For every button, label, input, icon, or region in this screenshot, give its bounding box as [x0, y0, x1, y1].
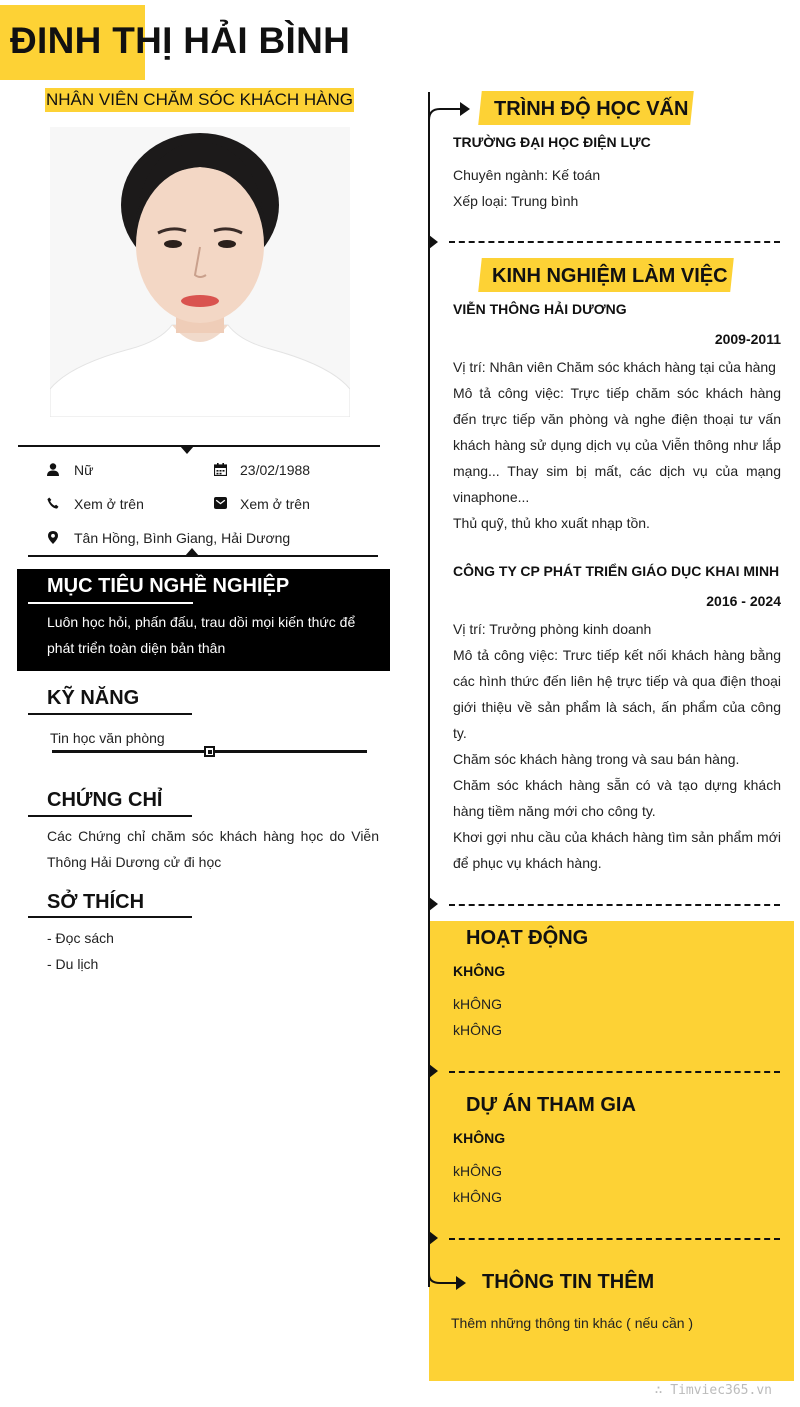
skills-underline — [28, 713, 192, 715]
section-divider — [449, 1238, 780, 1240]
job-line: Mô tả công việc: Trưc tiếp kết nối khách hàng bằng các hình thức đến liên hệ trực tiếp và qua điện thoại giới thiệu về sản phẩm là sách, ấn phẩm của công ty. — [453, 647, 781, 741]
objective-title: MỤC TIÊU NGHỀ NGHIỆP — [47, 575, 290, 597]
hobby-item: - Du lịch — [47, 956, 99, 972]
timeline-marker — [429, 1231, 438, 1245]
user-icon — [46, 462, 60, 476]
projects-line: kHÔNG — [453, 1163, 502, 1179]
job-line: Vị trí: Trưởng phòng kinh doanh — [453, 621, 652, 637]
candidate-name: ĐINH THỊ HẢI BÌNH — [10, 20, 351, 61]
profile-photo — [50, 127, 350, 417]
timeline-curve-arrow — [428, 98, 472, 122]
job-line: Khơi gợi nhu cầu của khách hàng tìm sản phẩm mới để phục vụ khách hàng. — [453, 829, 781, 871]
job-description — [453, 616, 781, 876]
calendar-icon — [213, 462, 227, 476]
section-divider — [449, 1071, 780, 1073]
timeline-marker — [429, 1064, 438, 1078]
hobby-item: - Đọc sách — [47, 930, 114, 946]
skills-title: KỸ NĂNG — [47, 687, 140, 709]
activities-subtitle: KHÔNG — [453, 963, 506, 979]
certificates-title: CHỨNG CHỈ — [47, 789, 163, 811]
section-divider — [449, 904, 780, 906]
section-divider — [449, 241, 780, 243]
education-school: TRƯỜNG ĐẠI HỌC ĐIỆN LỰC — [453, 134, 651, 150]
job-company: VIỄN THÔNG HẢI DƯƠNG — [453, 301, 627, 317]
objective-underline — [28, 602, 193, 604]
additional-text: Thêm những thông tin khác ( nếu cần ) — [451, 1315, 694, 1331]
projects-subtitle: KHÔNG — [453, 1130, 506, 1146]
education-line: Xếp loại: Trung bình — [453, 193, 579, 209]
experience-title: KINH NGHIỆM LÀM VIỆC — [492, 265, 728, 287]
projects-title: DỰ ÁN THAM GIA — [466, 1094, 636, 1116]
activities-line: kHÔNG — [453, 996, 502, 1012]
certificates-text: Các Chứng chỉ chăm sóc khách hàng học do Viễn Thông Hải Dương cử đi học — [47, 828, 379, 870]
address-value: Tân Hồng, Bình Giang, Hải Dương — [74, 530, 291, 546]
job-line: Mô tả công việc: Trực tiếp chăm sóc khách hàng đến trực tiếp văn phòng và nghe điện thoại tư vấn khách hàng sử dụng dịch vụ của Viễn thông như lắp mạng... Thay sim bị mất, các dịch vụ của mạng vinaphone... — [453, 385, 781, 505]
location-pin-icon — [46, 530, 60, 544]
timeline-marker — [429, 897, 438, 911]
info-top-arrow — [180, 446, 194, 454]
education-title: TRÌNH ĐỘ HỌC VẤN — [494, 98, 689, 120]
phone-value[interactable]: Xem ở trên — [74, 496, 144, 512]
email-value[interactable]: Xem ở trên — [240, 496, 310, 512]
timeline-end-arrow — [428, 1266, 468, 1292]
timeline-line — [428, 92, 430, 1287]
job-line: Vị trí: Nhân viên Chăm sóc khách hàng tại của hàng — [453, 359, 776, 375]
info-top-divider — [18, 445, 380, 447]
job-period: 2009-2011 — [714, 331, 781, 347]
gender-value: Nữ — [74, 462, 94, 478]
job-company: CÔNG TY CP PHÁT TRIỂN GIÁO DỤC KHAI MINH — [453, 563, 780, 579]
projects-line: kHÔNG — [453, 1189, 502, 1205]
job-line: Thủ quỹ, thủ kho xuất nhạp tồn. — [453, 515, 650, 531]
skill-level-marker — [204, 746, 215, 757]
job-period: 2016 - 2024 — [706, 593, 781, 609]
job-line: Chăm sóc khách hàng sẵn có và tạo dựng khách hàng tiềm năng mới cho công ty. — [453, 777, 781, 819]
hobbies-title: SỞ THÍCH — [47, 891, 145, 913]
skill-name: Tin học văn phòng — [50, 730, 165, 746]
objective-text: Luôn học hỏi, phấn đấu, trau dồi mọi kiến thức để phát triển toàn diện bản thân — [47, 614, 356, 656]
phone-icon — [46, 496, 60, 510]
certificates-underline — [28, 815, 192, 817]
education-line: Chuyên ngành: Kế toán — [453, 167, 601, 183]
activities-line: kHÔNG — [453, 1022, 502, 1038]
job-description — [453, 354, 781, 536]
activities-title: HOẠT ĐỘNG — [466, 927, 589, 949]
watermark: ∴ Timviec365.vn — [654, 1383, 772, 1398]
additional-title: THÔNG TIN THÊM — [482, 1271, 655, 1293]
job-line: Chăm sóc khách hàng trong và sau bán hàng. — [453, 751, 740, 767]
timeline-marker — [429, 235, 438, 249]
job-title: NHÂN VIÊN CHĂM SÓC KHÁCH HÀNG — [45, 88, 354, 112]
birthday-value: 23/02/1988 — [240, 462, 311, 478]
envelope-icon — [213, 496, 227, 510]
info-bottom-divider — [28, 555, 378, 557]
hobbies-underline — [28, 916, 192, 918]
